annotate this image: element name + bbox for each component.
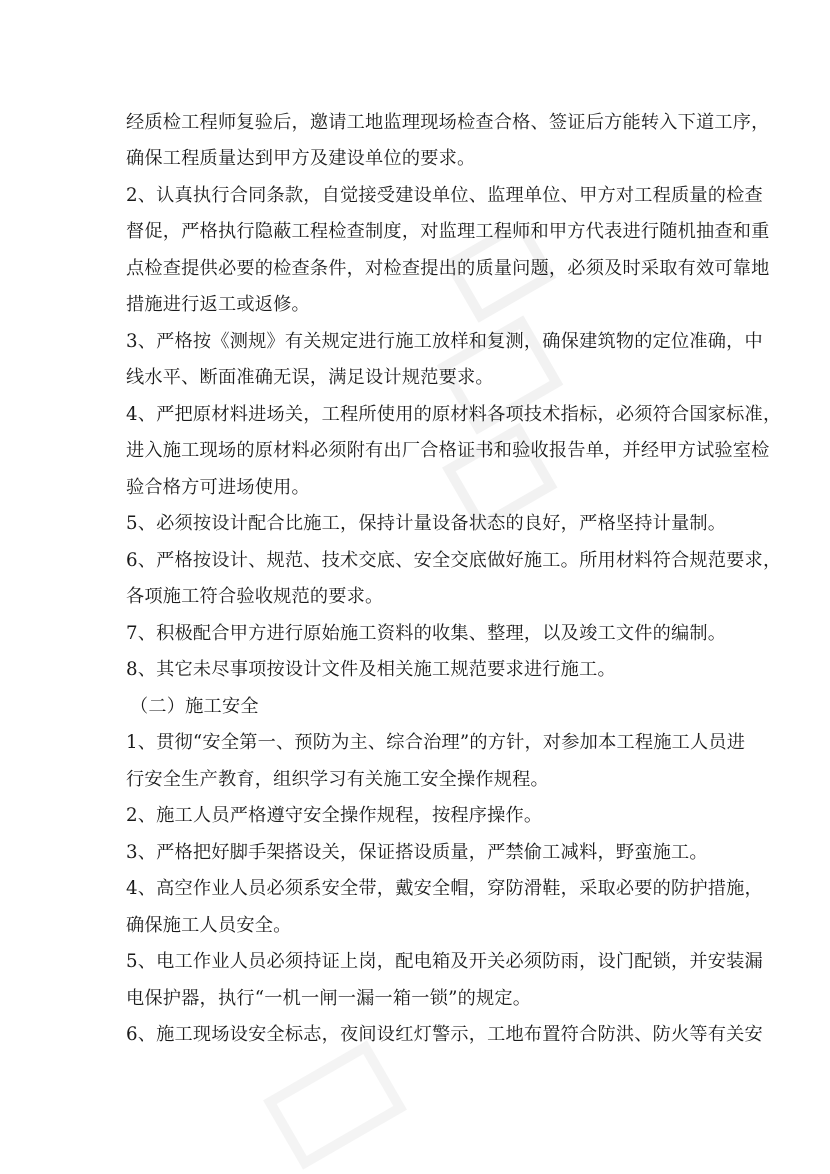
text-line: 各项施工符合验收规范的要求。: [126, 586, 384, 607]
text-line: 6、严格按设计、规范、技术交底、安全交底做好施工。所用材料符合规范要求，: [126, 550, 782, 571]
section-heading: （二）施工安全: [130, 696, 259, 717]
text-line: 8、其它未尽事项按设计文件及相关施工规范要求进行施工。: [126, 659, 616, 680]
text-line: 4、高空作业人员必须系安全带，戴安全帽，穿防滑鞋，采取必要的防护措施，: [126, 878, 763, 899]
text-line: 1、贯彻“安全第一、预防为主、综合治理”的方针，对参加本工程施工人员进: [126, 732, 746, 753]
text-line: 确保施工人员安全。: [126, 915, 292, 936]
text-line: 7、积极配合甲方进行原始施工资料的收集、整理，以及竣工文件的编制。: [126, 623, 727, 644]
text-line: 线水平、断面准确无误，满足设计规范要求。: [126, 367, 494, 388]
text-line: 5、必须按设计配合比施工，保持计量设备状态的良好，严格坚持计量制。: [126, 513, 727, 534]
text-line: 4、严把原材料进场关，工程所使用的原材料各项技术指标，必须符合国家标准，: [126, 404, 782, 425]
text-line: 3、严格把好脚手架搭设关，保证搭设质量，严禁偷工减料，野蛮施工。: [126, 842, 708, 863]
text-line: 2、认真执行合同条款，自觉接受建设单位、监理单位、甲方对工程质量的检查: [126, 185, 763, 206]
text-line: 行安全生产教育，组织学习有关施工安全操作规程。: [126, 769, 549, 790]
text-line: 进入施工现场的原材料必须附有出厂合格证书和验收报告单，并经甲方试验室检: [126, 440, 770, 461]
text-line: 电保护器，执行“一机一闸一漏一箱一锁”的规定。: [126, 988, 532, 1009]
text-line: 3、严格按《测规》有关规定进行施工放样和复测，确保建筑物的定位准确，中: [126, 331, 763, 352]
text-line: 经质检工程师复验后，邀请工地监理现场检查合格、签证后方能转入下道工序，: [126, 112, 770, 133]
text-line: 督促，严格执行隐蔽工程检查制度，对监理工程师和甲方代表进行随机抽查和重: [126, 221, 770, 242]
text-line: 措施进行返工或返修。: [126, 294, 310, 315]
text-line: 点检查提供必要的检查条件，对检查提出的质量问题，必须及时采取有效可靠地: [126, 258, 770, 279]
text-line: 验合格方可进场使用。: [126, 477, 310, 498]
text-line: 确保工程质量达到甲方及建设单位的要求。: [126, 148, 476, 169]
text-line: 6、施工现场设安全标志，夜间设红灯警示，工地布置符合防洪、防火等有关安: [126, 1024, 763, 1045]
text-line: 2、施工人员严格遵守安全操作规程，按程序操作。: [126, 805, 543, 826]
text-line: 5、电工作业人员必须持证上岗，配电箱及开关必须防雨，设门配锁，并安装漏: [126, 951, 763, 972]
watermark-graphic-bottom: [240, 1040, 440, 1170]
